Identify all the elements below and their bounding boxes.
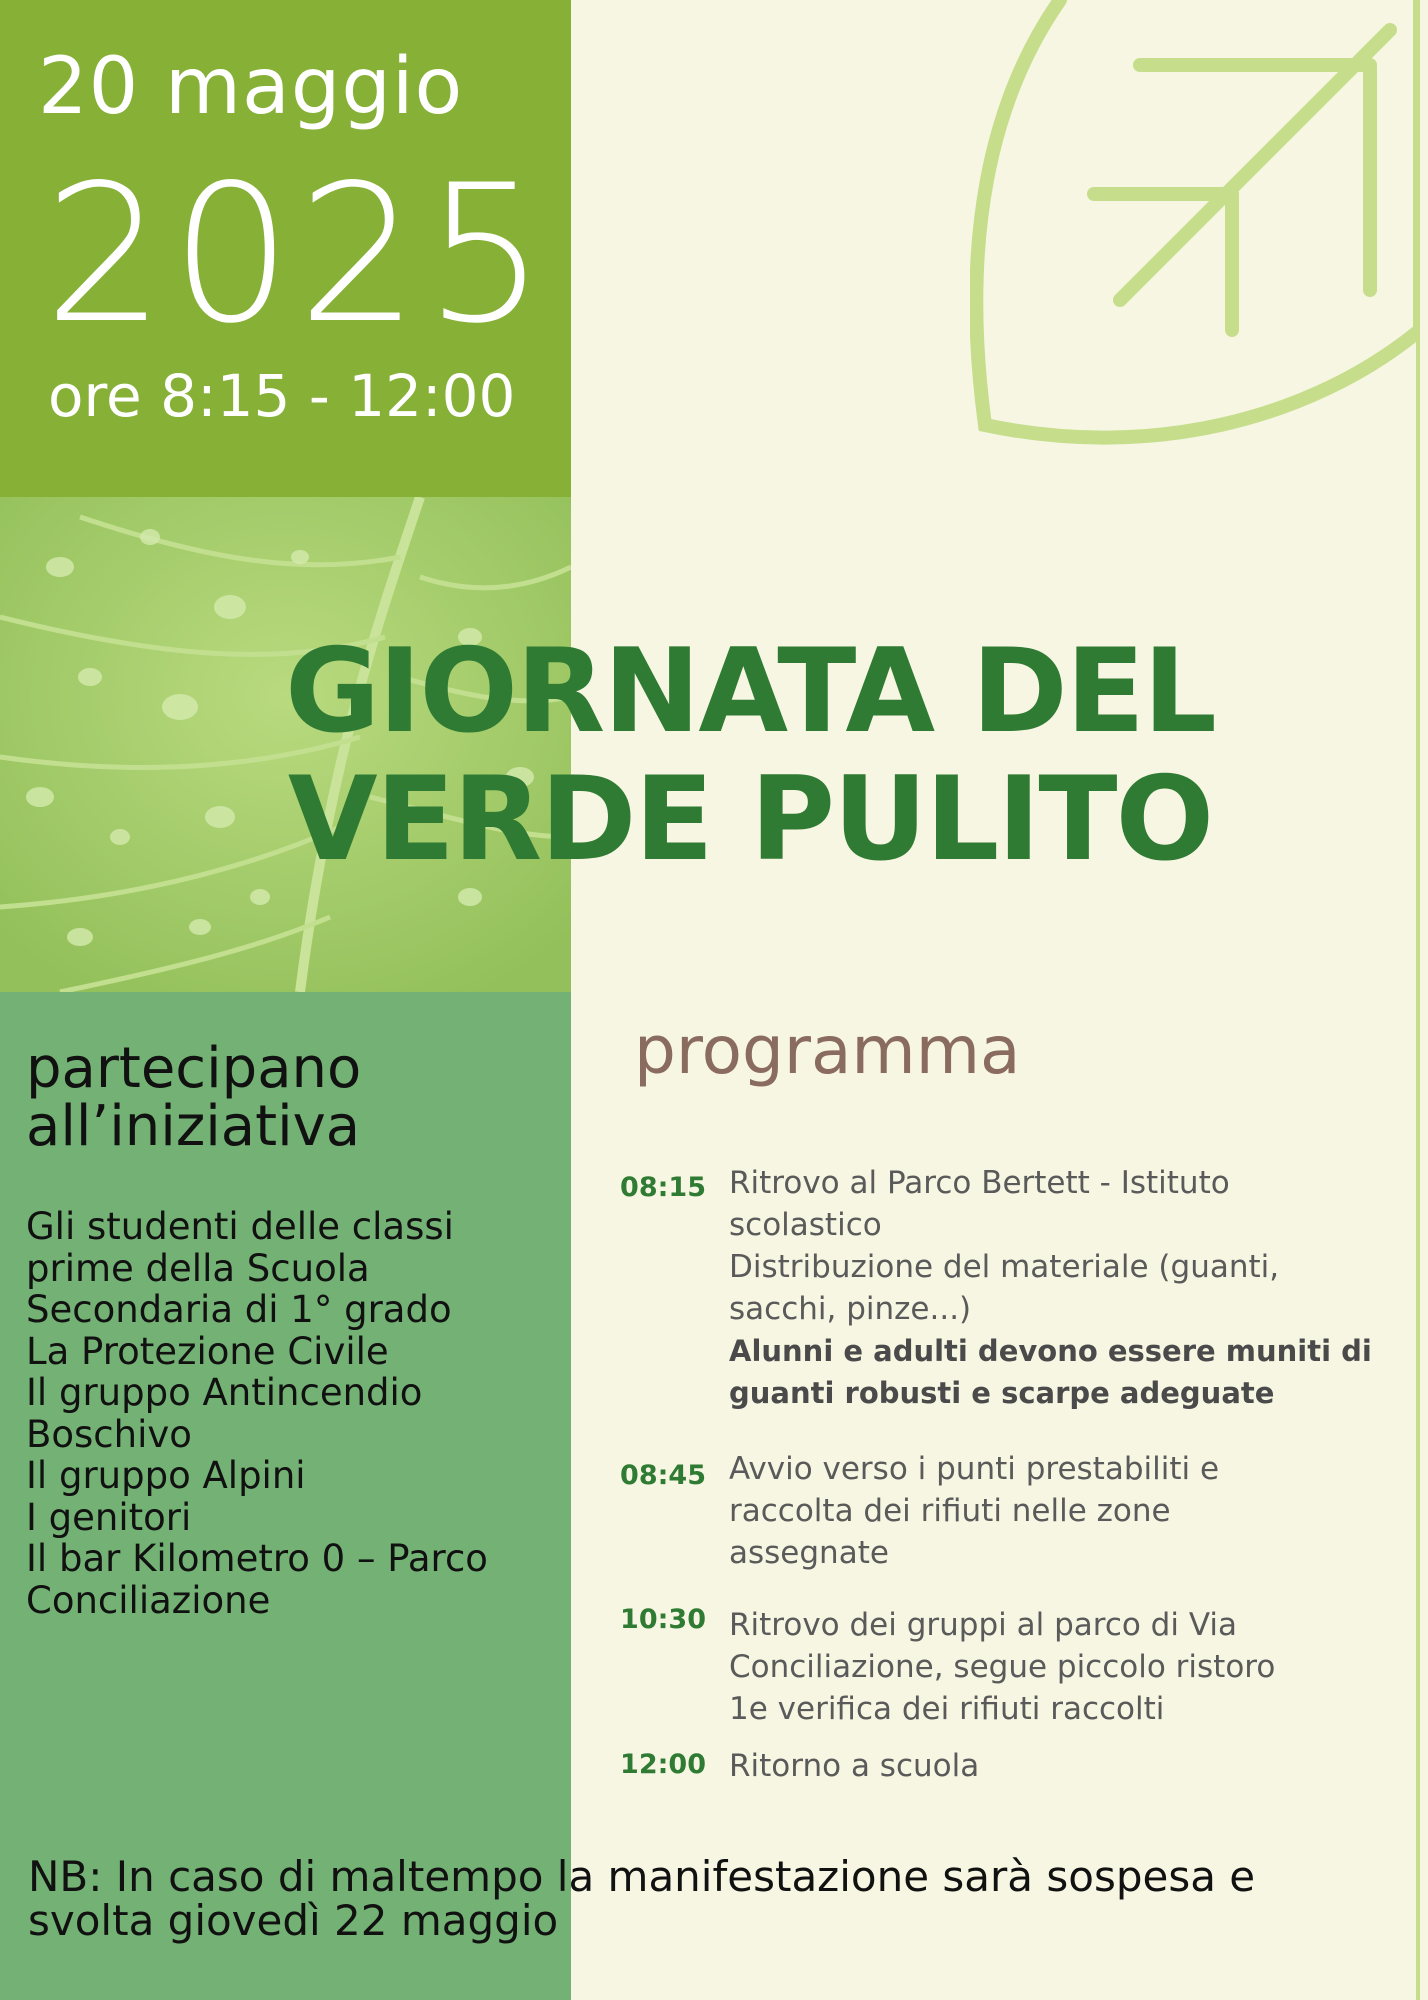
list-item: Boschivo xyxy=(26,1412,192,1456)
program-line: Ritorno a scuola xyxy=(729,1748,980,1784)
participants-heading xyxy=(26,1036,362,1159)
title-line-2: VERDE PULITO xyxy=(287,752,1213,887)
list-item: Il bar Kilometro 0 – Parco xyxy=(26,1537,488,1580)
program-line: Distribuzione del materiale (guanti, xyxy=(729,1249,1280,1285)
weather-note-line-2: svolta giovedì 22 maggio xyxy=(28,1896,559,1945)
weather-note-line-1: NB: In caso di maltempo la manifestazione sarà sospesa e xyxy=(28,1852,1256,1901)
program-line: assegnate xyxy=(729,1535,889,1571)
program-time: 10:30 xyxy=(620,1604,706,1635)
program-line: Ritrovo al Parco Bertett - Istituto xyxy=(729,1165,1230,1201)
program-line: 1e verifica dei rifiuti raccolti xyxy=(729,1691,1165,1727)
participants-heading-line-2: all’iniziativa xyxy=(26,1094,361,1159)
event-year: 2025 xyxy=(44,144,552,365)
program-description xyxy=(729,1448,1379,1574)
list-item: La Protezione Civile xyxy=(26,1329,389,1373)
weather-note xyxy=(28,1852,1418,1945)
program-line: scolastico xyxy=(729,1207,882,1243)
program-description xyxy=(729,1745,1379,1787)
program-warning-line: Alunni e adulti devono essere muniti di xyxy=(729,1334,1372,1368)
participants-heading-line-1: partecipano xyxy=(26,1036,362,1101)
program-heading: programma xyxy=(634,1012,1021,1089)
program-time: 12:00 xyxy=(620,1749,706,1780)
list-item: Conciliazione xyxy=(26,1578,271,1622)
program-line: Conciliazione, segue piccolo ristoro xyxy=(729,1649,1276,1685)
program-time: 08:15 xyxy=(620,1172,706,1203)
program-time: 08:45 xyxy=(620,1460,706,1491)
date-block xyxy=(0,0,571,497)
list-item: Il gruppo Alpini xyxy=(26,1454,306,1497)
program-description xyxy=(729,1604,1379,1730)
program-line: sacchi, pinze...) xyxy=(729,1291,972,1327)
title-line-1: GIORNATA DEL xyxy=(285,624,1215,759)
event-title xyxy=(250,624,1250,887)
list-item: Il gruppo Antincendio xyxy=(26,1371,423,1414)
program-line: Avvio verso i punti prestabiliti e xyxy=(729,1451,1220,1487)
list-item: Gli studenti delle classi xyxy=(26,1205,454,1248)
program-line: Ritrovo dei gruppi al parco di Via xyxy=(729,1607,1237,1643)
list-item: I genitori xyxy=(26,1495,192,1539)
event-date: 20 maggio xyxy=(38,42,464,132)
participants-list xyxy=(26,1206,566,1621)
list-item: Secondaria di 1° grado xyxy=(26,1288,452,1331)
program-line: raccolta dei rifiuti nelle zone xyxy=(729,1493,1171,1529)
program-warning-line: guanti robusti e scarpe adeguate xyxy=(729,1376,1275,1410)
list-item: prime della Scuola xyxy=(26,1246,370,1290)
event-hours: ore 8:15 - 12:00 xyxy=(48,362,516,430)
leaf-outline-icon xyxy=(970,0,1420,460)
program-description xyxy=(729,1162,1379,1414)
